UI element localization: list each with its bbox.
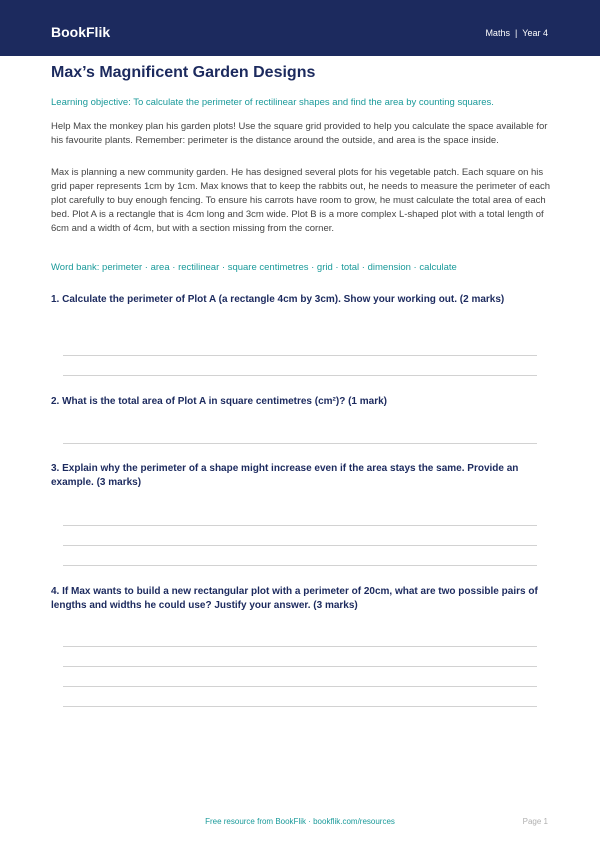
header-bar — [0, 0, 600, 56]
answer-line[interactable] — [63, 646, 537, 647]
story-paragraph: Max is planning a new community garden. He has designed several plots for his vegetable patch. Each square on his grid paper represents 1cm by 1cm. Max knows that to keep the rabbits out, he needs to measure the perimeter of each plot carefully to buy enough fencing. To ensure his carrots have room to grow, he must calculate the total area of each bed. Plot A is a rectangle that is 4cm long and 3cm wide. Plot B is a more complex L-shaped plot with a total length of 6cm and a width of 4cm, but with a section missing from the corner. — [51, 167, 551, 234]
question-2: 2. What is the total area of Plot A in square centimetres (cm²)? (1 mark) — [51, 396, 388, 407]
answer-line[interactable] — [63, 355, 537, 356]
answer-line[interactable] — [63, 686, 537, 687]
footer-link[interactable]: Free resource from BookFlik · bookflik.com/resources — [205, 817, 395, 826]
intro-paragraph: Help Max the monkey plan his garden plots! Use the square grid provided to help you calculate the space available for his favourite plants. Remember: perimeter is the distance around the outside, and area is the space inside. — [51, 121, 548, 146]
question-1: 1. Calculate the perimeter of Plot A (a rectangle 4cm by 3cm). Show your working out. (2 marks) — [51, 294, 505, 305]
subject-year-label — [485, 28, 548, 38]
answer-line[interactable] — [63, 525, 537, 526]
brand-logo: BookFlik — [51, 24, 111, 40]
meta-separator: | — [514, 28, 518, 38]
learning-objective: Learning objective: To calculate the perimeter of rectilinear shapes and find the area by counting squares. — [51, 97, 494, 108]
answer-line[interactable] — [63, 706, 537, 707]
question-4: 4. If Max wants to build a new rectangular plot with a perimeter of 20cm, what are two possible pairs of lengths and widths he could use? Justify your answer. (3 marks) — [51, 586, 538, 611]
answer-line[interactable] — [63, 545, 537, 546]
answer-line[interactable] — [63, 443, 537, 444]
answer-line[interactable] — [63, 375, 537, 376]
answer-line[interactable] — [63, 666, 537, 667]
year-label: Year 4 — [522, 28, 548, 38]
page-number: Page 1 — [522, 817, 548, 826]
worksheet-title: Max’s Magnificent Garden Designs — [51, 64, 316, 81]
question-3: 3. Explain why the perimeter of a shape might increase even if the area stays the same. Provide an example. (3 marks) — [51, 463, 519, 488]
word-bank: Word bank: perimeter · area · rectilinear · square centimetres · grid · total · dimension · calculate — [51, 262, 457, 273]
subject-label: Maths — [485, 28, 510, 38]
answer-line[interactable] — [63, 565, 537, 566]
